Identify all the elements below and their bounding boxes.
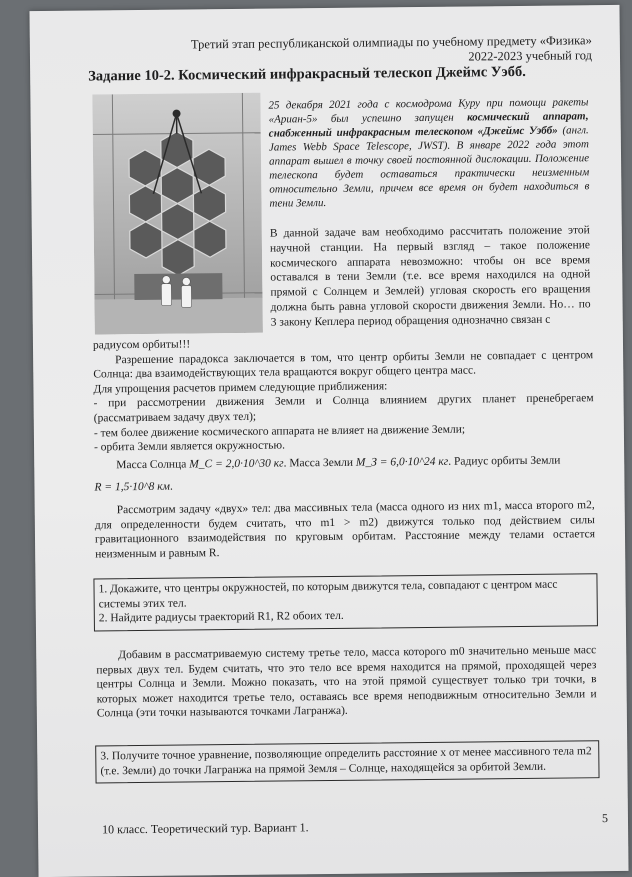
- earth-mass-label: Масса Земли: [289, 457, 353, 470]
- intro-bold-text: космический аппарат, снабженный инфракрасным телескопом «Джеймс Уэбб»: [269, 110, 589, 139]
- jwst-mirror-illustration: [92, 93, 263, 335]
- telescope-photo: [92, 93, 263, 335]
- orbit-radius-label: Радиус орбиты Земли: [454, 454, 561, 467]
- main-text-block: [93, 333, 595, 562]
- question-1: 1. Докажите, что центры окружностей, по которым движутся тела, совпадают с центром масс системы этих тел.: [98, 577, 592, 611]
- simplification-item: - тем более движение космического аппарата не влияет на движение Земли;: [94, 421, 594, 441]
- question-3: 3. Получите точное уравнение, позволяющие определить расстояние x от менее массивного тела m2 (т.е. Земли) до точки Лагранжа на прямой Земля – Солнце, находящейся за орбитой Земли.: [100, 744, 594, 778]
- paragraph-end: радиусом орбиты!!!: [93, 333, 593, 353]
- simplification-item: - орбита Земли является окружностью.: [94, 435, 594, 455]
- question-box-1: [93, 573, 598, 631]
- earth-mass-formula: M_З = 6,0·10^24 кг: [356, 456, 449, 469]
- third-body-paragraph: Добавим в рассматриваемую систему третье тело, масса которого m0 значительно меньше масс первых двух тел. Будем считать, что это тело все время находится на прямой, проходящей через центры Солнца и Земли. Можно показать, что на этой прямой существует только три точки, в которых может находится третье тело, оставаясь все время неподвижным относительно Земли и Солнца (эти точки называются точками Лагранжа).: [96, 643, 597, 721]
- paragraph-paradox: Разрешение парадокса заключается в том, что центр орбиты Земли не совпадает с центром Солнца: два взаимодействующих тела вращаются вокруг общего центра масс.: [93, 348, 593, 382]
- paragraph-problem: В данной задаче вам необходимо рассчитать положение этой научной станции. На первый взгляд – такое положение космического аппарата невозможно: чтобы он все время оставался в тени Земли (т.е. все время находился на одной прямой с Солнцем и Землей) угловая скорость его вращения должна быть равна угловой скорости движения Земли. Но… по 3 закону Кеплера период обращения однозначно связан с: [270, 223, 591, 330]
- orbit-radius-formula: R = 1,5·10^8 км: [94, 481, 170, 494]
- task-title: Задание 10-2. Космический инфракрасный телескоп Джеймс Уэбб.: [88, 64, 526, 86]
- intro-text-2: (англ. James Webb Space Telescope, JWST). В январе 2022 года этот аппарат вышел в точку своей постоянной дислокации. Положение телескопа будет оставаться практически неизменным относительно Земли, причем все время он будет находиться в тени Земли.: [269, 124, 590, 209]
- document-page: [29, 5, 628, 877]
- question-box-2: [95, 740, 599, 783]
- page-header: [191, 33, 592, 67]
- page-number: 5: [602, 811, 608, 826]
- intro-text-1: 25 декабря 2021 года с космодрома Куру при помощи ракеты «Ариан-5» был успешно запущен: [268, 96, 588, 125]
- sun-mass-label: Масса Солнца: [116, 458, 186, 471]
- simplifications-lead: Для упрощения расчетов примем следующие приближения:: [93, 377, 593, 397]
- question-2: 2. Найдите радиусы траекторий R1, R2 обоих тел.: [99, 606, 593, 626]
- header-line-1: Третий этап республиканской олимпиады по учебному предмету «Физика»: [191, 33, 592, 52]
- simplification-item: - при рассмотрении движения Земли и Солнца влиянием других планет пренебрегаем (рассматриваем задачу двух тел);: [94, 392, 594, 426]
- third-body-block: [96, 643, 597, 721]
- page-footer: 10 класс. Теоретический тур. Вариант 1.: [102, 820, 309, 837]
- two-body-paragraph: Рассмотрим задачу «двух» тел: два массивных тела (масса одного из них m1, масса второго m2, для определенности будем считать, что m1 > m2) движутся только под действием силы гравитационного взаимодействия по круговым орбитам. Расстояние между телами остается неизменным и равным R.: [95, 498, 596, 562]
- header-line-2: 2022-2023 учебный год: [191, 48, 592, 67]
- constants-line: Масса Солнца M_C = 2,0·10^30 кг. Масса Земли M_З = 6,0·10^24 кг. Радиус орбиты Земли: [94, 453, 594, 473]
- sun-mass-formula: M_C = 2,0·10^30 кг: [189, 457, 283, 470]
- radius-line: R = 1,5·10^8 км.: [94, 476, 594, 496]
- intro-paragraph: [268, 95, 589, 210]
